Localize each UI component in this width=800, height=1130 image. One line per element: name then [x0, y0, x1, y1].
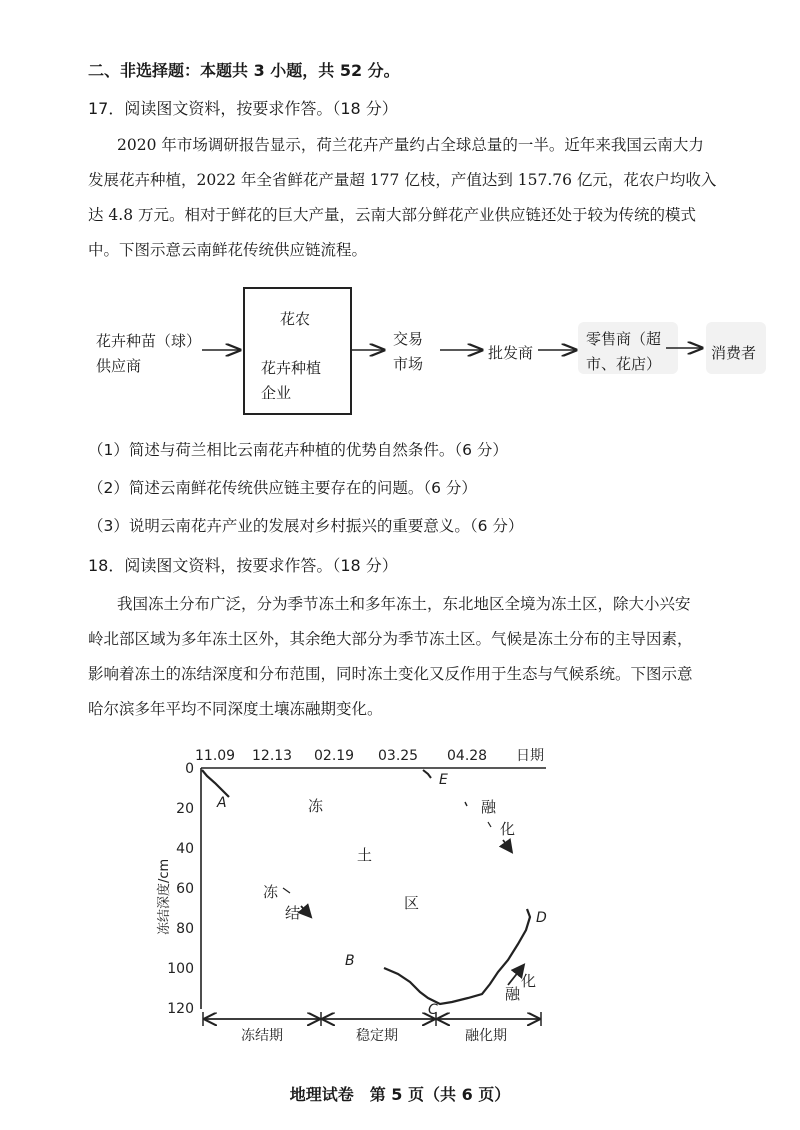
- q17-para-line-2: 发展花卉种植，2022 年全省鲜花产量超 177 亿枝，产值达到 157.76 亿元，花农户均收入: [88, 171, 717, 189]
- thaw-bottom-label-2: 融: [505, 985, 521, 1003]
- thaw-top-tick-1: [465, 802, 467, 806]
- q17-para-line-4: 中。下图示意云南鲜花传统供应链流程。: [88, 241, 368, 259]
- x-tick-1: 12.13: [252, 748, 293, 764]
- x-tick-4: 04.28: [447, 748, 488, 764]
- thaw-top-tick-2: [488, 822, 491, 827]
- q17-sub-1: （1）简述与荷兰相比云南花卉种植的优势自然条件。（6 分）: [88, 441, 508, 459]
- y-tick-1: 20: [176, 801, 194, 817]
- x-tick-0: 11.09: [195, 748, 236, 764]
- y-tick-6: 120: [167, 1001, 194, 1017]
- thaw-top-arrow: [503, 840, 511, 851]
- period-label-freeze: 冻结期: [241, 1028, 283, 1044]
- label-C: C: [428, 1002, 438, 1018]
- q18-para-line-4: 哈尔滨多年平均不同深度土壤冻融期变化。: [88, 700, 383, 718]
- x-tick-3: 03.25: [378, 748, 419, 764]
- q18-para-line-1: 我国冻土分布广泛，分为季节冻土和多年冻土，东北地区全境为冻土区，除大小兴安: [117, 595, 691, 613]
- label-D: D: [536, 910, 547, 926]
- section-title: 二、非选择题：本题共 3 小题，共 52 分。: [88, 61, 400, 80]
- grower-label-2: 花卉种植: [261, 359, 322, 377]
- y-tick-3: 60: [176, 881, 194, 897]
- consumer-label: 消费者: [711, 344, 757, 362]
- retailer-label-2: 市、花店）: [586, 355, 662, 373]
- market-label-2: 市场: [393, 355, 424, 373]
- retailer-label-1: 零售商（超: [586, 330, 662, 348]
- supplier-label-1: 花卉种苗（球）: [96, 332, 202, 350]
- thaw-top-label-2: 化: [500, 820, 516, 838]
- y-axis-label: 冻结深度/cm: [157, 858, 172, 935]
- thaw-bottom-label-1: 化: [521, 972, 537, 990]
- wholesaler-label: 批发商: [488, 344, 534, 362]
- market-label-1: 交易: [393, 330, 424, 348]
- y-tick-0: 0: [185, 761, 194, 777]
- freeze-arrow: [301, 906, 310, 916]
- label-A: A: [217, 795, 227, 811]
- period-label-thaw: 融化期: [465, 1028, 507, 1044]
- q17-para-line-3: 达 4.8 万元。相对于鲜花的巨大产量，云南大部分鲜花产业供应链还处于较为传统的模式: [88, 206, 697, 224]
- region-label-3: 区: [404, 894, 420, 912]
- q18-para-line-2: 岭北部区域为多年冻土区外，其余绝大部分为季节冻土区。气候是冻土分布的主导因素，: [88, 630, 693, 648]
- q17-para-line-1: 2020 年市场调研报告显示，荷兰花卉产量约占全球总量的一半。近年来我国云南大力: [117, 136, 704, 154]
- q17-heading: 17．阅读图文资料，按要求作答。（18 分）: [88, 99, 398, 118]
- region-label-2: 土: [357, 846, 373, 864]
- freeze-label-2: 结: [285, 904, 301, 922]
- y-tick-5: 100: [167, 961, 194, 977]
- period-label-stable: 稳定期: [356, 1028, 398, 1044]
- grower-label-3: 企业: [261, 384, 292, 402]
- freeze-label-1: 冻: [263, 883, 279, 901]
- page-footer: 地理试卷 第 5 页（共 6 页）: [289, 1085, 511, 1104]
- region-label-1: 冻: [308, 797, 324, 815]
- y-tick-4: 80: [176, 921, 194, 937]
- label-E: E: [439, 772, 448, 788]
- thaw-top-label-1: 融: [481, 798, 497, 816]
- freeze-front-curve-A: [202, 770, 229, 797]
- x-axis-label: 日期: [516, 748, 544, 764]
- x-tick-2: 02.19: [314, 748, 355, 764]
- supplier-label-2: 供应商: [96, 357, 142, 375]
- q18-para-line-3: 影响着冻土的冻结深度和分布范围，同时冻土变化又反作用于生态与气候系统。下图示意: [88, 665, 693, 683]
- q17-sub-2: （2）简述云南鲜花传统供应链主要存在的问题。（6 分）: [88, 479, 477, 497]
- thaw-top-curve-E: [423, 770, 431, 778]
- grower-label-1: 花农: [280, 310, 311, 328]
- freeze-tick: [283, 888, 290, 893]
- label-B: B: [345, 953, 355, 969]
- q17-sub-3: （3）说明云南花卉产业的发展对乡村振兴的重要意义。（6 分）: [88, 517, 524, 535]
- y-tick-2: 40: [176, 841, 194, 857]
- q18-heading: 18．阅读图文资料，按要求作答。（18 分）: [88, 556, 398, 575]
